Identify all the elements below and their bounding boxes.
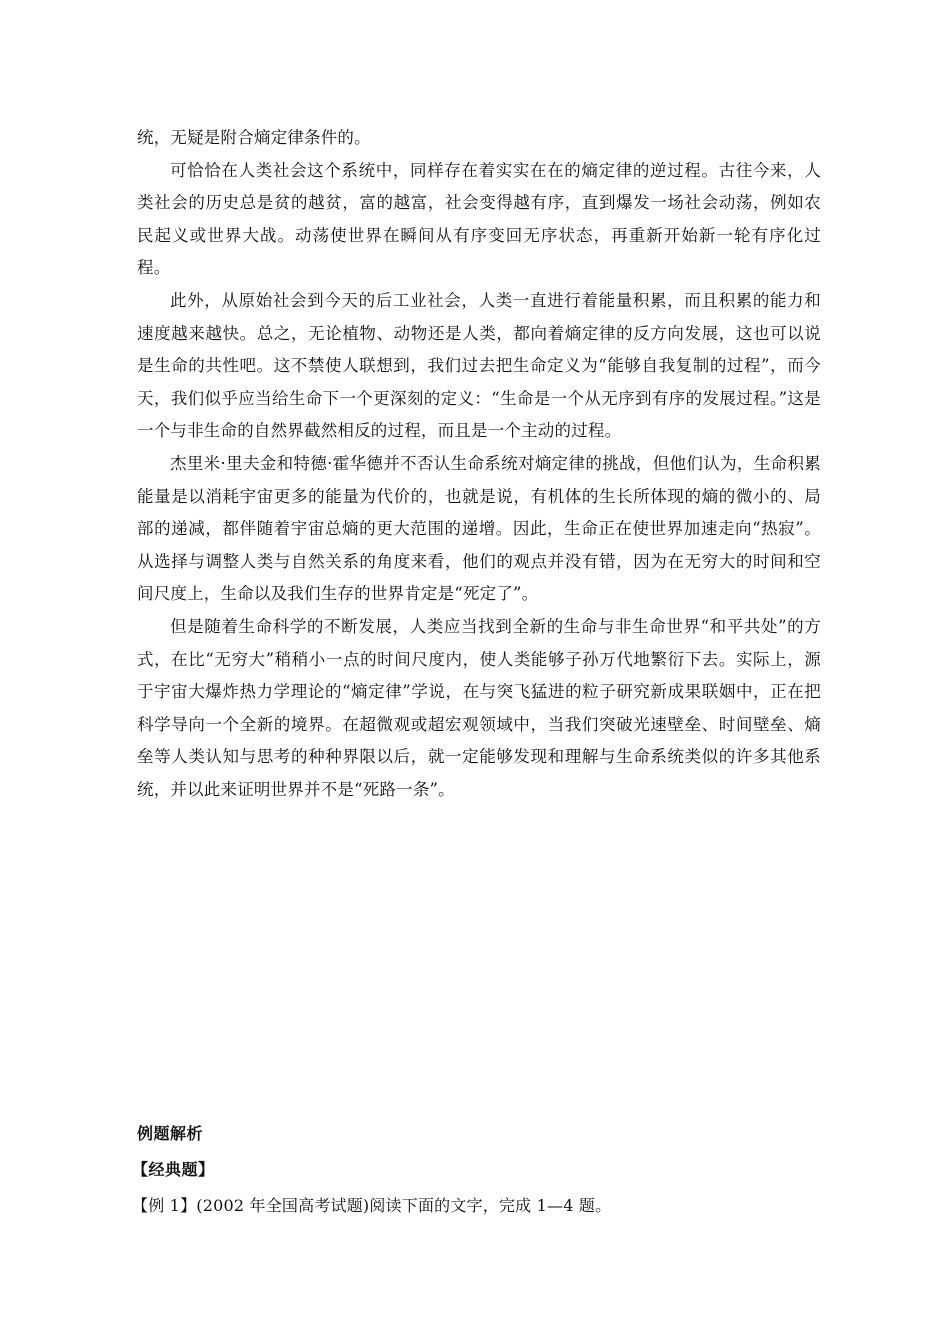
paragraph: 但是随着生命科学的不断发展，人类应当找到全新的生命与非生命世界“和平共处”的方式，在比“无穷大”稍稍小一点的时间尺度内，使人类能够子孙万代地繁衍下去。实际上，源于宇宙大爆炸热力学理论的“熵定律”学说，在与突飞猛进的粒子研究新成果联姻中，正在把科学导向一个全新的境界。在超微观或超宏观领域中，当我们突破光速壁垒、时间壁垒、熵垒等人类认知与思考的种种界限以后，就一定能够发现和理解与生命系统类似的许多其他系统，并以此来证明世界并不是“死路一条”。 — [137, 616, 821, 799]
article-body — [137, 122, 821, 806]
section-heading: 例题解析 — [137, 1124, 204, 1143]
example-intro-line: 【例 1】(2002 年全国高考试题)阅读下面的文字，完成 1—4 题。 — [132, 1196, 612, 1215]
paragraph: 杰里米·里夫金和特德·霍华德并不否认生命系统对熵定律的挑战，但他们认为，生命积累能量是以消耗宇宙更多的能量为代价的，也就是说，有机体的生长所体现的熵的微小的、局部的递减，都伴随着宇宙总熵的更大范围的递增。因此，生命正在使世界加速走向“热寂”。从选择与调整人类与自然关系的角度来看，他们的观点并没有错，因为在无穷大的时间和空间尺度上，生命以及我们生存的世界肯定是“死定了”。 — [137, 453, 821, 604]
paragraph: 可恰恰在人类社会这个系统中，同样存在着实实在在的熵定律的逆过程。古往今来，人类社会的历史总是贫的越贫，富的越富，社会变得越有序，直到爆发一场社会动荡，例如农民起义或世界大战。动荡使世界在瞬间从有序变回无序状态，再重新开始新一轮有序化过程。 — [137, 160, 821, 278]
paragraph-continuation: 统，无疑是附合熵定律条件的。 — [137, 128, 371, 147]
sub-heading: 【经典题】 — [132, 1160, 215, 1179]
paragraph: 此外，从原始社会到今天的后工业社会，人类一直进行着能量积累，而且积累的能力和速度越来越快。总之，无论植物、动物还是人类，都向着熵定律的反方向发展，这也可以说是生命的共性吧。这不禁使人联想到，我们过去把生命定义为“能够自我复制的过程”，而今天，我们似乎应当给生命下一个更深刻的定义：“生命是一个从无序到有序的发展过程。”这是一个与非生命的自然界截然相反的过程，而且是一个主动的过程。 — [137, 290, 821, 441]
